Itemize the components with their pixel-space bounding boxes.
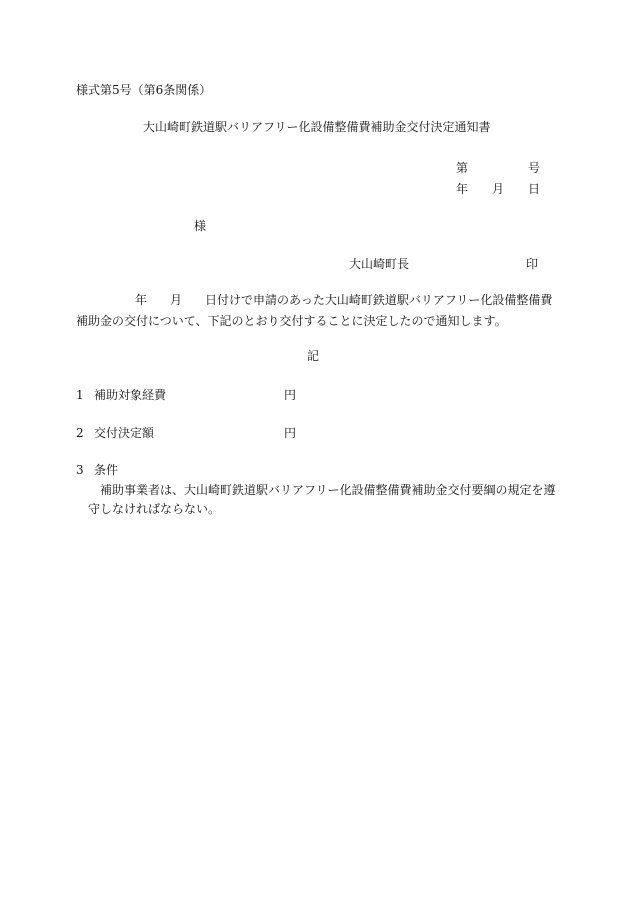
body-line1-text: 日付けで申請のあった大山崎町鉄道駅バリアフリー化設備整備費	[205, 293, 553, 307]
item-1-unit: 円	[284, 388, 297, 402]
condition-text-line-2: 守しなければならない。	[88, 502, 221, 516]
item-3-label: 条件	[94, 463, 119, 477]
date-day-label: 日	[528, 182, 541, 196]
item-1-number: 1	[76, 388, 84, 402]
body-month-label: 月	[170, 293, 183, 307]
form-number: 様式第5号（第6条関係）	[76, 83, 212, 97]
addressee-honorific: 様	[194, 219, 207, 233]
item-2-unit: 円	[284, 426, 297, 440]
item-2-number: 2	[76, 426, 84, 440]
issuer-name: 大山崎町長	[349, 257, 410, 271]
condition-text-line-1: 補助事業者は、大山崎町鉄道駅バリアフリー化設備整備費補助金交付要綱の規定を遵	[100, 483, 556, 497]
item-1-label: 補助対象経費	[94, 388, 167, 402]
doc-number-prefix: 第	[456, 161, 469, 175]
ki-heading: 記	[307, 349, 320, 363]
document-title: 大山崎町鉄道駅バリアフリー化設備整備費補助金交付決定通知書	[143, 120, 491, 134]
doc-number-suffix: 号	[528, 161, 541, 175]
item-2-label: 交付決定額	[94, 426, 155, 440]
body-paragraph-line-1	[76, 292, 552, 308]
body-year-label: 年	[135, 293, 148, 307]
date-year-label: 年	[456, 182, 469, 196]
issuer-seal: 印	[526, 257, 539, 271]
body-paragraph-line-2: 補助金の交付について、下記のとおり交付することに決定したので通知します。	[76, 314, 507, 328]
date-month-label: 月	[492, 182, 505, 196]
item-3-number: 3	[76, 463, 84, 477]
